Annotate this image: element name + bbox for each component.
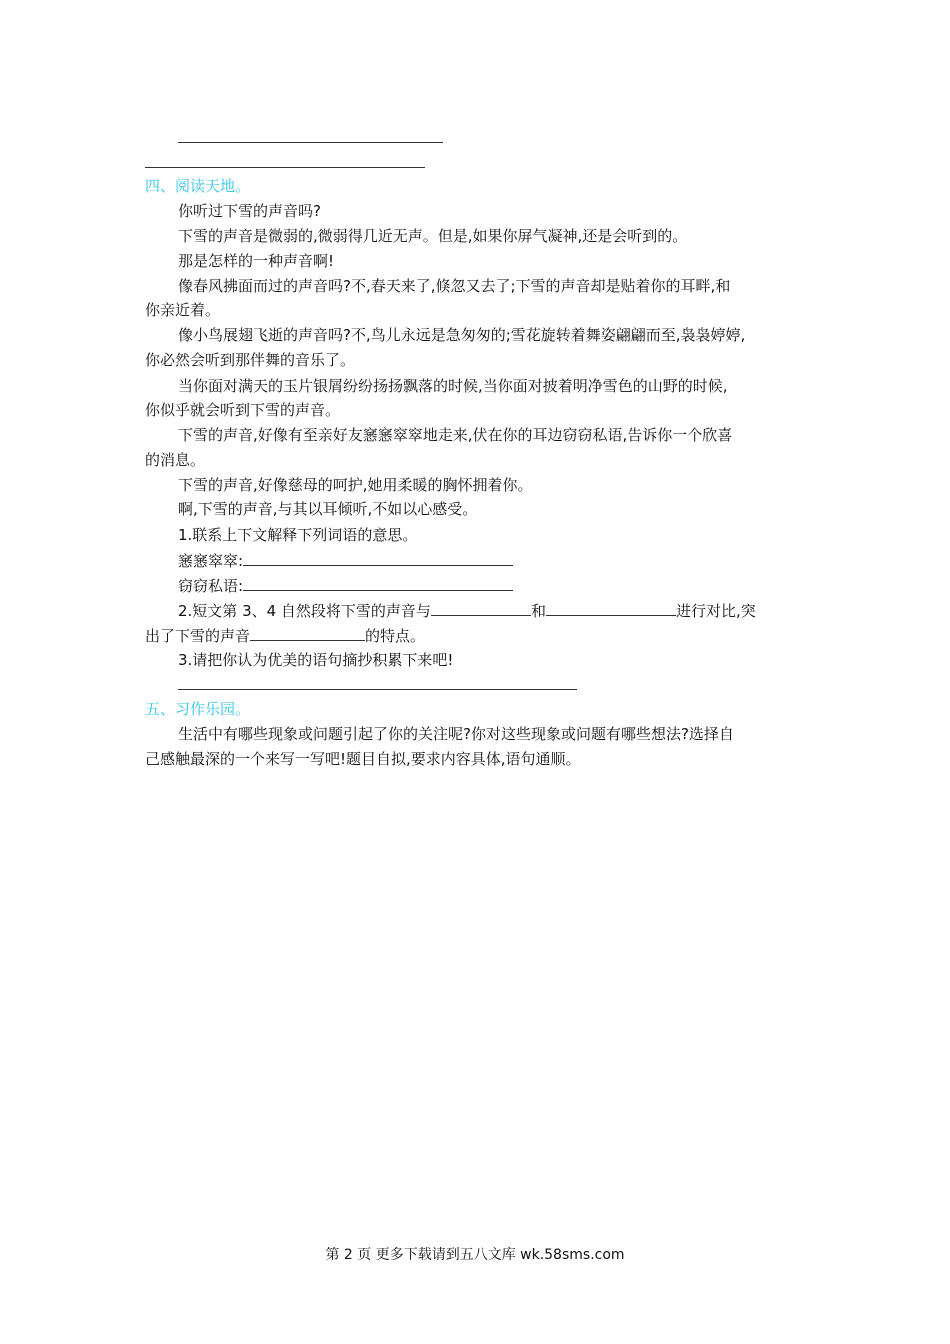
passage-line: 你似乎就会听到下雪的声音。 [145, 401, 341, 419]
q1-word-1-label: 窸窸窣窣: [178, 552, 244, 570]
passage-line: 像小鸟展翅飞逝的声音吗?不,鸟儿永远是急匆匆的;雪花旋转着舞姿翩翩而至,袅袅婷婷, [178, 326, 746, 344]
q2-blank-1[interactable] [431, 599, 531, 616]
q3-answer-line[interactable] [178, 689, 577, 690]
question-3: 3.请把你认为优美的语句摘抄积累下来吧! [178, 651, 454, 669]
q2-text-c: 进行对比,突 [675, 602, 756, 620]
question-2-line-2 [145, 624, 425, 647]
section-heading-writing: 五、习作乐园。 [145, 700, 251, 718]
passage-line: 啊,下雪的声音,与其以耳倾听,不如以心感受。 [178, 500, 478, 518]
passage-line: 当你面对满天的玉片银屑纷纷扬扬飘落的时候,当你面对披着明净雪色的山野的时候, [178, 377, 728, 395]
passage-line: 下雪的声音,好像慈母的呵护,她用柔暖的胸怀拥着你。 [178, 476, 533, 494]
q1-word-2-blank[interactable] [243, 574, 513, 591]
passage-line: 像春风拂面而过的声音吗?不,春天来了,倏忽又去了;下雪的声音却是贴着你的耳畔,和 [178, 277, 731, 295]
q1-word-1 [178, 549, 513, 572]
q1-word-2 [178, 574, 513, 597]
q2-text-a: 2.短文第 3、4 自然段将下雪的声音与 [178, 602, 431, 620]
passage-line: 下雪的声音,好像有至亲好友窸窸窣窣地走来,伏在你的耳边窃窃私语,告诉你一个欣喜 [178, 426, 733, 444]
q2-text-e: 的特点。 [365, 627, 426, 645]
writing-prompt-line: 己感触最深的一个来写一写吧!题目自拟,要求内容具体,语句通顺。 [145, 750, 581, 768]
q2-text-b: 和 [530, 602, 546, 620]
passage-line: 那是怎样的一种声音啊! [178, 252, 335, 270]
page-footer: 第 2 页 更多下载请到五八文库 wk.58sms.com [325, 1247, 625, 1263]
writing-prompt-line: 生活中有哪些现象或问题引起了你的关注呢?你对这些现象或问题有哪些想法?选择自 [178, 725, 734, 743]
answer-line [178, 142, 443, 143]
passage-line: 你听过下雪的声音吗? [178, 202, 321, 220]
q1-word-1-blank[interactable] [243, 549, 513, 566]
q2-text-d: 出了下雪的声音 [145, 627, 251, 645]
answer-line [145, 167, 425, 168]
passage-line: 你必然会听到那伴舞的音乐了。 [145, 351, 356, 369]
q2-blank-3[interactable] [250, 624, 365, 641]
passage-line: 你亲近着。 [145, 301, 221, 319]
passage-line: 下雪的声音是微弱的,微弱得几近无声。但是,如果你屏气凝神,还是会听到的。 [178, 227, 688, 245]
question-1: 1.联系上下文解释下列词语的意思。 [178, 526, 418, 544]
section-heading-reading: 四、阅读天地。 [145, 177, 251, 195]
question-2-line-1 [178, 599, 756, 622]
q1-word-2-label: 窃窃私语: [178, 577, 244, 595]
q2-blank-2[interactable] [546, 599, 676, 616]
passage-line: 的消息。 [145, 451, 206, 469]
